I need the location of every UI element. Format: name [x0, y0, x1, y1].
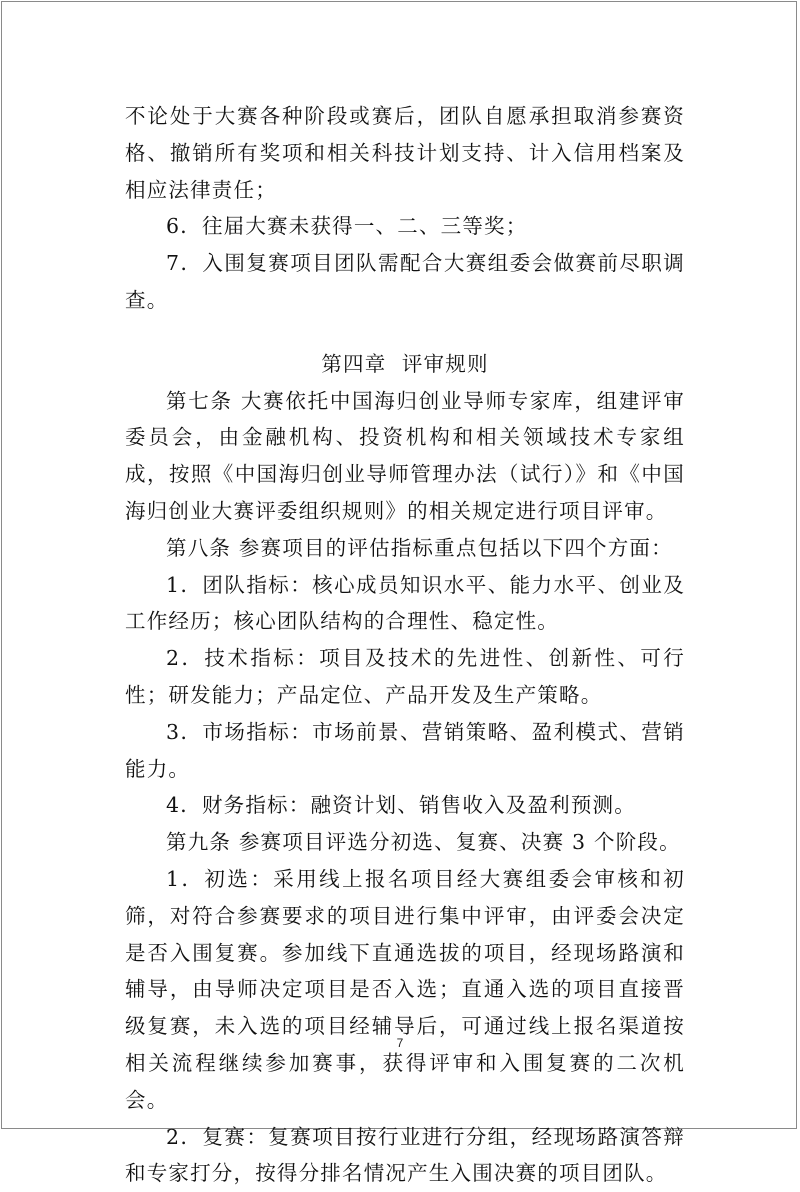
- paragraph: 第九条 参赛项目评选分初选、复赛、决赛 3 个阶段。: [166, 830, 681, 855]
- paragraph: 3．市场指标：市场前景、营销策略、盈利模式、营销能力。: [125, 719, 685, 781]
- paragraph: 4．财务指标：融资计划、销售收入及盈利预测。: [166, 793, 636, 818]
- paragraph: 第七条 大赛依托中国海归创业导师专家库，组建评审委员会，由金融机构、投资机构和相关领域技术专家组成，按照《中国海归创业导师管理办法（试行）》和《中国海归创业大赛评委组织规则》的相关规定进行项目评审。: [125, 388, 685, 523]
- page-number: 7: [396, 1036, 404, 1050]
- paragraph: 不论处于大赛各种阶段或赛后，团队自愿承担取消参赛资格、撤销所有奖项和相关科技计划支持、计入信用档案及相应法律责任；: [125, 104, 685, 202]
- paragraph: 2．复赛：复赛项目按行业进行分组，经现场路演答辩和专家打分，按得分排名情况产生入围决赛的项目团队。: [125, 1124, 685, 1186]
- paragraph: 1．初选：采用线上报名项目经大赛组委会审核和初筛，对符合参赛要求的项目进行集中评审，由评委会决定是否入围复赛。参加线下直通选拔的项目，经现场路演和辅导，由导师决定项目是否入选；直通入选的项目直接晋级复赛，未入选的项目经辅导后，可通过线上报名渠道按相关流程继续参加赛事，获得评审和入围复赛的二次机会。: [125, 866, 685, 1112]
- paragraph: 2．技术指标：项目及技术的先进性、创新性、可行性；研发能力；产品定位、产品开发及生产策略。: [125, 646, 685, 707]
- paragraph: 第八条 参赛项目的评估指标重点包括以下四个方面：: [166, 535, 673, 560]
- document-body: [125, 98, 685, 1192]
- paragraph: 1．团队指标：核心成员知识水平、能力水平、创业及工作经历；核心团队结构的合理性、稳定性。: [125, 572, 685, 634]
- paragraph: 7．入围复赛项目团队需配合大赛组委会做赛前尽职调查。: [125, 251, 685, 312]
- paragraph-group-after: [125, 383, 685, 1192]
- paragraph: 6．往届大赛未获得一、二、三等奖；: [166, 214, 528, 239]
- paragraph-group-before: [125, 98, 685, 319]
- chapter-heading: 第四章 评审规则: [321, 351, 489, 376]
